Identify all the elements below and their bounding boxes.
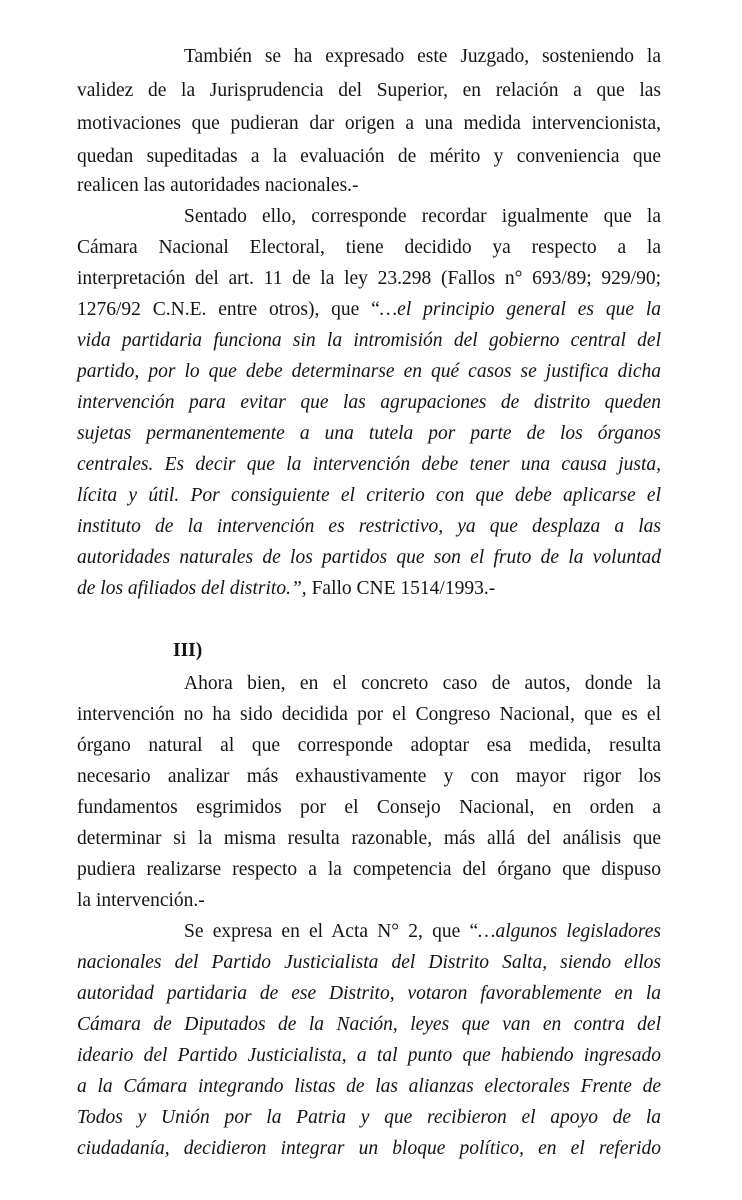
paragraph-4-line-1-regular: Se expresa en el Acta N° 2, que “	[184, 921, 479, 942]
paragraph-2-last-line	[77, 573, 661, 604]
quote-1-end: de los afiliados del distrito.”,	[77, 578, 307, 599]
quote-2-line-3: Cámara de Diputados de la Nación, leyes que van en contra del	[77, 1014, 661, 1035]
paragraph-1-line-2: validez de la Jurisprudencia del Superior, en relación a que las	[77, 80, 661, 101]
fallo-citation: Fallo CNE 1514/1993.-	[306, 578, 496, 599]
quote-2-line-6: Todos y Unión por la Patria y que recibieron el apoyo de la	[77, 1107, 661, 1128]
quote-2-start: …algunos legisladores	[478, 921, 662, 942]
paragraph-1-line-1: También se ha expresado este Juzgado, sosteniendo la	[184, 46, 661, 67]
paragraph-3-line-4: necesario analizar más exhaustivamente y con mayor rigor los	[77, 766, 661, 787]
quote-1-line-5: centrales. Es decir que la intervención debe tener una causa justa,	[77, 454, 661, 475]
paragraph-3-line-1: Ahora bien, en el concreto caso de autos, donde la	[184, 673, 661, 694]
paragraph-3-line-2: intervención no ha sido decidida por el Congreso Nacional, que es el	[77, 704, 661, 725]
paragraph-3-line-3: órgano natural al que corresponde adoptar esa medida, resulta	[77, 735, 661, 756]
quote-2-line-2: autoridad partidaria de ese Distrito, votaron favorablemente en la	[77, 983, 661, 1004]
quote-1-line-8: autoridades naturales de los partidos que son el fruto de la voluntad	[77, 547, 661, 568]
section-heading: III)	[173, 640, 203, 661]
quote-1-start: …el principio general es que la	[379, 299, 661, 320]
paragraph-1-line-4: quedan supeditadas a la evaluación de mérito y conveniencia que	[77, 146, 661, 167]
paragraph-2-line-3: interpretación del art. 11 de la ley 23.298 (Fallos n° 693/89; 929/90;	[77, 268, 661, 289]
quote-2-line-5: a la Cámara integrando listas de las alianzas electorales Frente de	[77, 1076, 661, 1097]
quote-2-line-4: ideario del Partido Justicialista, a tal punto que habiendo ingresado	[77, 1045, 661, 1066]
quote-1-line-7: instituto de la intervención es restrictivo, ya que desplaza a las	[77, 516, 661, 537]
quote-1-line-1: vida partidaria funciona sin la intromisión del gobierno central del	[77, 330, 661, 351]
paragraph-3-line-7: pudiera realizarse respecto a la competencia del órgano que dispuso	[77, 859, 661, 880]
paragraph-1-line-5: realicen las autoridades nacionales.-	[77, 175, 359, 196]
paragraph-4-line-1	[184, 916, 661, 947]
paragraph-1-line-3: motivaciones que pudieran dar origen a una medida intervencionista,	[77, 113, 661, 134]
paragraph-2-line-2: Cámara Nacional Electoral, tiene decidido ya respecto a la	[77, 237, 661, 258]
quote-1-line-3: intervención para evitar que las agrupaciones de distrito queden	[77, 392, 661, 413]
quote-1-line-6: lícita y útil. Por consiguiente el criterio con que debe aplicarse el	[77, 485, 661, 506]
paragraph-3-line-8: la intervención.-	[77, 890, 205, 911]
paragraph-2-line-1: Sentado ello, corresponde recordar igualmente que la	[184, 206, 661, 227]
quote-1-line-2: partido, por lo que debe determinarse en qué casos se justifica dicha	[77, 361, 661, 382]
paragraph-2-line-4	[77, 294, 661, 325]
quote-2-line-7: ciudadanía, decidieron integrar un bloque político, en el referido	[77, 1138, 661, 1159]
paragraph-3-line-5: fundamentos esgrimidos por el Consejo Nacional, en orden a	[77, 797, 661, 818]
quote-2-line-1: nacionales del Partido Justicialista del Distrito Salta, siendo ellos	[77, 952, 661, 973]
paragraph-3-line-6: determinar si la misma resulta razonable, más allá del análisis que	[77, 828, 661, 849]
quote-1-line-4: sujetas permanentemente a una tutela por parte de los órganos	[77, 423, 661, 444]
paragraph-2-line-4-regular: 1276/92 C.N.E. entre otros), que “	[77, 299, 380, 320]
